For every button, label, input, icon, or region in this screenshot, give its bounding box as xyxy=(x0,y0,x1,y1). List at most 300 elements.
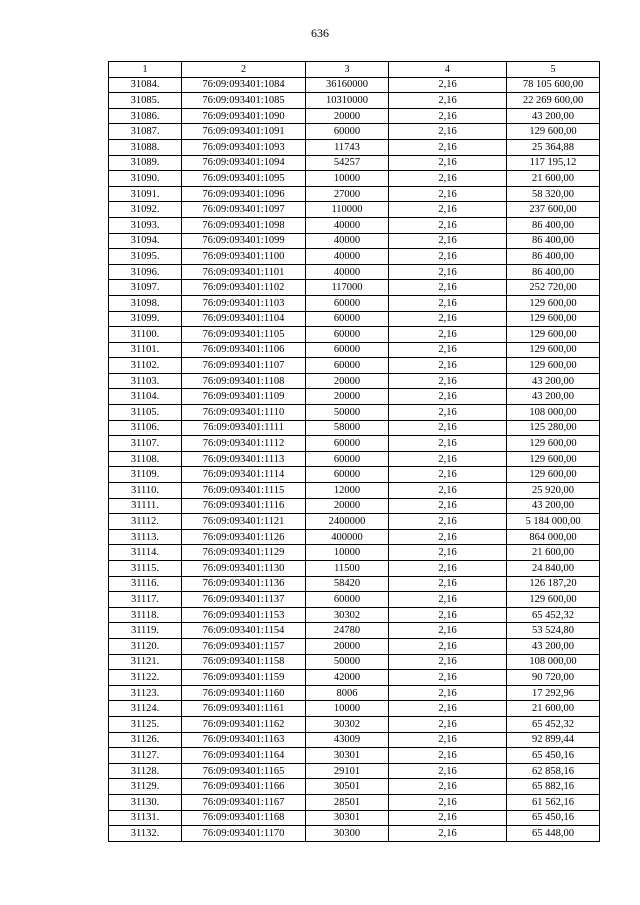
value-cell: 125 280,00 xyxy=(507,420,600,436)
row-number-cell: 31104. xyxy=(109,389,182,405)
table-row xyxy=(109,716,600,732)
rate-cell: 2,16 xyxy=(389,139,507,155)
table-row xyxy=(109,249,600,265)
table-row xyxy=(109,186,600,202)
cadastral-number-cell: 76:09:093401:1105 xyxy=(182,327,306,343)
row-number-cell: 31103. xyxy=(109,373,182,389)
table-row xyxy=(109,623,600,639)
value-cell: 65 452,32 xyxy=(507,607,600,623)
table-row xyxy=(109,514,600,530)
value-cell: 65 450,16 xyxy=(507,748,600,764)
row-number-cell: 31106. xyxy=(109,420,182,436)
value-cell: 24 840,00 xyxy=(507,561,600,577)
rate-cell: 2,16 xyxy=(389,264,507,280)
table-row xyxy=(109,670,600,686)
cadastral-number-cell: 76:09:093401:1107 xyxy=(182,358,306,374)
area-cell: 10000 xyxy=(306,545,389,561)
cadastral-number-cell: 76:09:093401:1101 xyxy=(182,264,306,280)
row-number-cell: 31107. xyxy=(109,436,182,452)
row-number-cell: 31124. xyxy=(109,701,182,717)
area-cell: 10000 xyxy=(306,171,389,187)
rate-cell: 2,16 xyxy=(389,670,507,686)
rate-cell: 2,16 xyxy=(389,514,507,530)
row-number-cell: 31086. xyxy=(109,108,182,124)
area-cell: 10000 xyxy=(306,701,389,717)
row-number-cell: 31115. xyxy=(109,561,182,577)
value-cell: 62 858,16 xyxy=(507,763,600,779)
value-cell: 43 200,00 xyxy=(507,389,600,405)
row-number-cell: 31119. xyxy=(109,623,182,639)
value-cell: 126 187,20 xyxy=(507,576,600,592)
table-row xyxy=(109,685,600,701)
table-row xyxy=(109,108,600,124)
area-cell: 20000 xyxy=(306,638,389,654)
area-cell: 30301 xyxy=(306,810,389,826)
rate-cell: 2,16 xyxy=(389,545,507,561)
header-cell-4: 4 xyxy=(389,62,507,78)
cadastral-number-cell: 76:09:093401:1111 xyxy=(182,420,306,436)
value-cell: 65 448,00 xyxy=(507,826,600,842)
row-number-cell: 31125. xyxy=(109,716,182,732)
table-row xyxy=(109,701,600,717)
table-row xyxy=(109,280,600,296)
cadastral-number-cell: 76:09:093401:1163 xyxy=(182,732,306,748)
area-cell: 40000 xyxy=(306,264,389,280)
table-body xyxy=(109,77,600,841)
rate-cell: 2,16 xyxy=(389,249,507,265)
header-row xyxy=(109,62,600,78)
table-row xyxy=(109,592,600,608)
table-row xyxy=(109,405,600,421)
table-row xyxy=(109,607,600,623)
value-cell: 129 600,00 xyxy=(507,451,600,467)
table-row xyxy=(109,436,600,452)
row-number-cell: 31128. xyxy=(109,763,182,779)
cadastral-number-cell: 76:09:093401:1157 xyxy=(182,638,306,654)
table-row xyxy=(109,638,600,654)
header-cell-1: 1 xyxy=(109,62,182,78)
row-number-cell: 31084. xyxy=(109,77,182,93)
value-cell: 25 364,88 xyxy=(507,139,600,155)
row-number-cell: 31099. xyxy=(109,311,182,327)
table-row xyxy=(109,389,600,405)
row-number-cell: 31118. xyxy=(109,607,182,623)
cadastral-number-cell: 76:09:093401:1084 xyxy=(182,77,306,93)
table-row xyxy=(109,451,600,467)
row-number-cell: 31100. xyxy=(109,327,182,343)
row-number-cell: 31105. xyxy=(109,405,182,421)
value-cell: 108 000,00 xyxy=(507,405,600,421)
value-cell: 43 200,00 xyxy=(507,108,600,124)
rate-cell: 2,16 xyxy=(389,654,507,670)
cadastral-number-cell: 76:09:093401:1100 xyxy=(182,249,306,265)
area-cell: 42000 xyxy=(306,670,389,686)
value-cell: 129 600,00 xyxy=(507,592,600,608)
cadastral-number-cell: 76:09:093401:1094 xyxy=(182,155,306,171)
area-cell: 30300 xyxy=(306,826,389,842)
value-cell: 25 920,00 xyxy=(507,483,600,499)
rate-cell: 2,16 xyxy=(389,826,507,842)
table-row xyxy=(109,748,600,764)
cadastral-number-cell: 76:09:093401:1168 xyxy=(182,810,306,826)
cadastral-number-cell: 76:09:093401:1154 xyxy=(182,623,306,639)
cadastral-number-cell: 76:09:093401:1166 xyxy=(182,779,306,795)
row-number-cell: 31109. xyxy=(109,467,182,483)
area-cell: 30302 xyxy=(306,607,389,623)
value-cell: 129 600,00 xyxy=(507,358,600,374)
area-cell: 60000 xyxy=(306,327,389,343)
area-cell: 30501 xyxy=(306,779,389,795)
cadastral-number-cell: 76:09:093401:1108 xyxy=(182,373,306,389)
table-row xyxy=(109,202,600,218)
row-number-cell: 31129. xyxy=(109,779,182,795)
value-cell: 21 600,00 xyxy=(507,701,600,717)
page-number: 636 xyxy=(311,26,329,40)
cadastral-number-cell: 76:09:093401:1170 xyxy=(182,826,306,842)
cadastral-number-cell: 76:09:093401:1113 xyxy=(182,451,306,467)
row-number-cell: 31095. xyxy=(109,249,182,265)
rate-cell: 2,16 xyxy=(389,748,507,764)
row-number-cell: 31088. xyxy=(109,139,182,155)
area-cell: 20000 xyxy=(306,108,389,124)
row-number-cell: 31111. xyxy=(109,498,182,514)
cadastral-number-cell: 76:09:093401:1164 xyxy=(182,748,306,764)
area-cell: 29101 xyxy=(306,763,389,779)
value-cell: 864 000,00 xyxy=(507,529,600,545)
table-row xyxy=(109,763,600,779)
value-cell: 108 000,00 xyxy=(507,654,600,670)
header-cell-5: 5 xyxy=(507,62,600,78)
area-cell: 54257 xyxy=(306,155,389,171)
table-row xyxy=(109,124,600,140)
value-cell: 117 195,12 xyxy=(507,155,600,171)
rate-cell: 2,16 xyxy=(389,420,507,436)
area-cell: 60000 xyxy=(306,592,389,608)
cadastral-number-cell: 76:09:093401:1161 xyxy=(182,701,306,717)
area-cell: 40000 xyxy=(306,249,389,265)
row-number-cell: 31114. xyxy=(109,545,182,561)
rate-cell: 2,16 xyxy=(389,124,507,140)
rate-cell: 2,16 xyxy=(389,483,507,499)
area-cell: 11743 xyxy=(306,139,389,155)
cadastral-number-cell: 76:09:093401:1114 xyxy=(182,467,306,483)
cadastral-number-cell: 76:09:093401:1103 xyxy=(182,295,306,311)
value-cell: 129 600,00 xyxy=(507,327,600,343)
table-row xyxy=(109,93,600,109)
rate-cell: 2,16 xyxy=(389,202,507,218)
rate-cell: 2,16 xyxy=(389,638,507,654)
row-number-cell: 31092. xyxy=(109,202,182,218)
rate-cell: 2,16 xyxy=(389,186,507,202)
table-row xyxy=(109,311,600,327)
table-row xyxy=(109,483,600,499)
area-cell: 24780 xyxy=(306,623,389,639)
header-cell-2: 2 xyxy=(182,62,306,78)
row-number-cell: 31093. xyxy=(109,217,182,233)
cadastral-number-cell: 76:09:093401:1121 xyxy=(182,514,306,530)
rate-cell: 2,16 xyxy=(389,576,507,592)
cadastral-number-cell: 76:09:093401:1102 xyxy=(182,280,306,296)
value-cell: 43 200,00 xyxy=(507,638,600,654)
value-cell: 129 600,00 xyxy=(507,311,600,327)
rate-cell: 2,16 xyxy=(389,358,507,374)
area-cell: 20000 xyxy=(306,373,389,389)
table-row xyxy=(109,327,600,343)
cadastral-number-cell: 76:09:093401:1095 xyxy=(182,171,306,187)
rate-cell: 2,16 xyxy=(389,451,507,467)
value-cell: 86 400,00 xyxy=(507,217,600,233)
table-row xyxy=(109,295,600,311)
table-row xyxy=(109,498,600,514)
row-number-cell: 31096. xyxy=(109,264,182,280)
value-cell: 43 200,00 xyxy=(507,373,600,389)
value-cell: 129 600,00 xyxy=(507,436,600,452)
row-number-cell: 31116. xyxy=(109,576,182,592)
row-number-cell: 31130. xyxy=(109,794,182,810)
area-cell: 40000 xyxy=(306,233,389,249)
registry-table xyxy=(108,61,600,842)
cadastral-number-cell: 76:09:093401:1110 xyxy=(182,405,306,421)
table-row xyxy=(109,420,600,436)
cadastral-number-cell: 76:09:093401:1130 xyxy=(182,561,306,577)
value-cell: 61 562,16 xyxy=(507,794,600,810)
cadastral-number-cell: 76:09:093401:1129 xyxy=(182,545,306,561)
table-row xyxy=(109,810,600,826)
row-number-cell: 31091. xyxy=(109,186,182,202)
table-row xyxy=(109,139,600,155)
rate-cell: 2,16 xyxy=(389,373,507,389)
rate-cell: 2,16 xyxy=(389,561,507,577)
table-row xyxy=(109,264,600,280)
value-cell: 252 720,00 xyxy=(507,280,600,296)
value-cell: 129 600,00 xyxy=(507,342,600,358)
value-cell: 58 320,00 xyxy=(507,186,600,202)
cadastral-number-cell: 76:09:093401:1104 xyxy=(182,311,306,327)
area-cell: 28501 xyxy=(306,794,389,810)
rate-cell: 2,16 xyxy=(389,685,507,701)
area-cell: 60000 xyxy=(306,358,389,374)
value-cell: 78 105 600,00 xyxy=(507,77,600,93)
area-cell: 58000 xyxy=(306,420,389,436)
rate-cell: 2,16 xyxy=(389,701,507,717)
area-cell: 110000 xyxy=(306,202,389,218)
value-cell: 129 600,00 xyxy=(507,467,600,483)
value-cell: 65 450,16 xyxy=(507,810,600,826)
area-cell: 27000 xyxy=(306,186,389,202)
value-cell: 21 600,00 xyxy=(507,171,600,187)
row-number-cell: 31121. xyxy=(109,654,182,670)
rate-cell: 2,16 xyxy=(389,108,507,124)
value-cell: 86 400,00 xyxy=(507,233,600,249)
cadastral-number-cell: 76:09:093401:1153 xyxy=(182,607,306,623)
rate-cell: 2,16 xyxy=(389,171,507,187)
rate-cell: 2,16 xyxy=(389,763,507,779)
row-number-cell: 31098. xyxy=(109,295,182,311)
cadastral-number-cell: 76:09:093401:1162 xyxy=(182,716,306,732)
rate-cell: 2,16 xyxy=(389,436,507,452)
rate-cell: 2,16 xyxy=(389,607,507,623)
cadastral-number-cell: 76:09:093401:1126 xyxy=(182,529,306,545)
area-cell: 8006 xyxy=(306,685,389,701)
cadastral-number-cell: 76:09:093401:1158 xyxy=(182,654,306,670)
area-cell: 20000 xyxy=(306,389,389,405)
cadastral-number-cell: 76:09:093401:1136 xyxy=(182,576,306,592)
cadastral-number-cell: 76:09:093401:1167 xyxy=(182,794,306,810)
value-cell: 237 600,00 xyxy=(507,202,600,218)
area-cell: 117000 xyxy=(306,280,389,296)
table-row xyxy=(109,217,600,233)
value-cell: 5 184 000,00 xyxy=(507,514,600,530)
value-cell: 17 292,96 xyxy=(507,685,600,701)
cadastral-number-cell: 76:09:093401:1085 xyxy=(182,93,306,109)
value-cell: 65 452,32 xyxy=(507,716,600,732)
rate-cell: 2,16 xyxy=(389,233,507,249)
value-cell: 53 524,80 xyxy=(507,623,600,639)
area-cell: 12000 xyxy=(306,483,389,499)
cadastral-number-cell: 76:09:093401:1109 xyxy=(182,389,306,405)
area-cell: 2400000 xyxy=(306,514,389,530)
value-cell: 90 720,00 xyxy=(507,670,600,686)
rate-cell: 2,16 xyxy=(389,810,507,826)
rate-cell: 2,16 xyxy=(389,77,507,93)
table-row xyxy=(109,155,600,171)
area-cell: 43009 xyxy=(306,732,389,748)
row-number-cell: 31122. xyxy=(109,670,182,686)
value-cell: 65 882,16 xyxy=(507,779,600,795)
rate-cell: 2,16 xyxy=(389,295,507,311)
area-cell: 10310000 xyxy=(306,93,389,109)
table-row xyxy=(109,732,600,748)
cadastral-number-cell: 76:09:093401:1116 xyxy=(182,498,306,514)
cadastral-number-cell: 76:09:093401:1093 xyxy=(182,139,306,155)
table-row xyxy=(109,545,600,561)
rate-cell: 2,16 xyxy=(389,732,507,748)
rate-cell: 2,16 xyxy=(389,623,507,639)
row-number-cell: 31112. xyxy=(109,514,182,530)
rate-cell: 2,16 xyxy=(389,327,507,343)
table-row xyxy=(109,794,600,810)
table-row xyxy=(109,373,600,389)
row-number-cell: 31087. xyxy=(109,124,182,140)
area-cell: 50000 xyxy=(306,405,389,421)
row-number-cell: 31113. xyxy=(109,529,182,545)
rate-cell: 2,16 xyxy=(389,794,507,810)
row-number-cell: 31108. xyxy=(109,451,182,467)
rate-cell: 2,16 xyxy=(389,217,507,233)
rate-cell: 2,16 xyxy=(389,716,507,732)
row-number-cell: 31127. xyxy=(109,748,182,764)
area-cell: 60000 xyxy=(306,436,389,452)
row-number-cell: 31110. xyxy=(109,483,182,499)
area-cell: 30301 xyxy=(306,748,389,764)
cadastral-number-cell: 76:09:093401:1106 xyxy=(182,342,306,358)
area-cell: 58420 xyxy=(306,576,389,592)
cadastral-number-cell: 76:09:093401:1159 xyxy=(182,670,306,686)
rate-cell: 2,16 xyxy=(389,529,507,545)
header-cell-3: 3 xyxy=(306,62,389,78)
area-cell: 50000 xyxy=(306,654,389,670)
table-row xyxy=(109,561,600,577)
row-number-cell: 31085. xyxy=(109,93,182,109)
value-cell: 86 400,00 xyxy=(507,249,600,265)
cadastral-number-cell: 76:09:093401:1090 xyxy=(182,108,306,124)
rate-cell: 2,16 xyxy=(389,311,507,327)
table-row xyxy=(109,358,600,374)
cadastral-number-cell: 76:09:093401:1112 xyxy=(182,436,306,452)
value-cell: 92 899,44 xyxy=(507,732,600,748)
area-cell: 60000 xyxy=(306,311,389,327)
cadastral-number-cell: 76:09:093401:1115 xyxy=(182,483,306,499)
row-number-cell: 31132. xyxy=(109,826,182,842)
rate-cell: 2,16 xyxy=(389,592,507,608)
area-cell: 36160000 xyxy=(306,77,389,93)
value-cell: 22 269 600,00 xyxy=(507,93,600,109)
table-row xyxy=(109,171,600,187)
row-number-cell: 31102. xyxy=(109,358,182,374)
cadastral-number-cell: 76:09:093401:1165 xyxy=(182,763,306,779)
cadastral-number-cell: 76:09:093401:1091 xyxy=(182,124,306,140)
value-cell: 129 600,00 xyxy=(507,124,600,140)
rate-cell: 2,16 xyxy=(389,93,507,109)
row-number-cell: 31117. xyxy=(109,592,182,608)
row-number-cell: 31094. xyxy=(109,233,182,249)
cadastral-number-cell: 76:09:093401:1097 xyxy=(182,202,306,218)
area-cell: 60000 xyxy=(306,342,389,358)
rate-cell: 2,16 xyxy=(389,779,507,795)
table-row xyxy=(109,342,600,358)
value-cell: 86 400,00 xyxy=(507,264,600,280)
value-cell: 43 200,00 xyxy=(507,498,600,514)
area-cell: 40000 xyxy=(306,217,389,233)
row-number-cell: 31090. xyxy=(109,171,182,187)
row-number-cell: 31097. xyxy=(109,280,182,296)
row-number-cell: 31131. xyxy=(109,810,182,826)
area-cell: 60000 xyxy=(306,467,389,483)
rate-cell: 2,16 xyxy=(389,342,507,358)
rate-cell: 2,16 xyxy=(389,467,507,483)
area-cell: 30302 xyxy=(306,716,389,732)
area-cell: 60000 xyxy=(306,295,389,311)
rate-cell: 2,16 xyxy=(389,498,507,514)
cadastral-number-cell: 76:09:093401:1160 xyxy=(182,685,306,701)
table-row xyxy=(109,826,600,842)
area-cell: 60000 xyxy=(306,451,389,467)
table-row xyxy=(109,779,600,795)
row-number-cell: 31089. xyxy=(109,155,182,171)
rate-cell: 2,16 xyxy=(389,280,507,296)
rate-cell: 2,16 xyxy=(389,405,507,421)
area-cell: 11500 xyxy=(306,561,389,577)
row-number-cell: 31126. xyxy=(109,732,182,748)
value-cell: 129 600,00 xyxy=(507,295,600,311)
table-row xyxy=(109,529,600,545)
row-number-cell: 31123. xyxy=(109,685,182,701)
cadastral-number-cell: 76:09:093401:1099 xyxy=(182,233,306,249)
area-cell: 20000 xyxy=(306,498,389,514)
rate-cell: 2,16 xyxy=(389,155,507,171)
area-cell: 400000 xyxy=(306,529,389,545)
cadastral-number-cell: 76:09:093401:1096 xyxy=(182,186,306,202)
table-row xyxy=(109,233,600,249)
cadastral-number-cell: 76:09:093401:1137 xyxy=(182,592,306,608)
row-number-cell: 31101. xyxy=(109,342,182,358)
table-row xyxy=(109,654,600,670)
row-number-cell: 31120. xyxy=(109,638,182,654)
table-row xyxy=(109,467,600,483)
rate-cell: 2,16 xyxy=(389,389,507,405)
table-row xyxy=(109,77,600,93)
value-cell: 21 600,00 xyxy=(507,545,600,561)
